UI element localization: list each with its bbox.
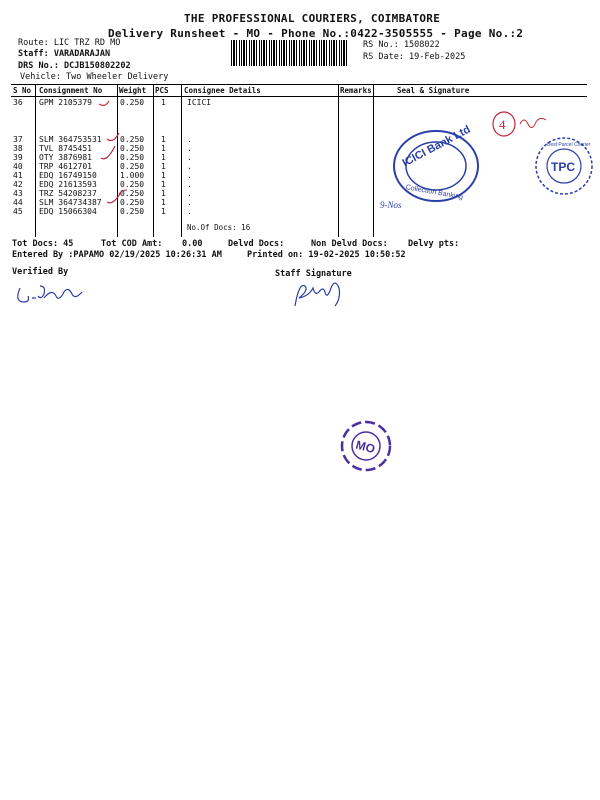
entered-by: Entered By :PAPAMO 02/19/2025 10:26:31 AM: [12, 250, 222, 260]
row-39-details: .: [187, 153, 192, 162]
total-cod-value: 0.00: [182, 239, 203, 249]
row-36-sno: 36: [13, 98, 23, 107]
row-41-details: .: [187, 171, 192, 180]
col-consignment: Consignment No: [39, 86, 103, 95]
row-36-cn: GPM 2105379: [39, 98, 92, 107]
row-38-pcs: 1: [161, 144, 166, 153]
row-45-cn: EDQ 15066304: [39, 207, 97, 216]
row-39-cn: OTY 3876981: [39, 153, 92, 162]
row-44-wt: 0.250: [120, 198, 145, 207]
row-39-sno: 39: [13, 153, 23, 162]
delivery-points: Delvy pts:: [408, 239, 460, 249]
row-42-sno: 42: [13, 180, 23, 189]
icici-stamp-text: ICICI Bank Ltd: [400, 123, 473, 170]
runsheet-subtitle: Delivery Runsheet - MO - Phone No.:0422-3505555 - Page No.:2: [108, 27, 524, 40]
icici-bank-stamp: [380, 122, 496, 212]
row-44-sno: 44: [13, 198, 23, 207]
row-44-pcs: 1: [161, 198, 166, 207]
company-title: THE PROFESSIONAL COURIERS, COIMBATORE: [184, 12, 441, 25]
row-44-cn: SLM 364734387: [39, 198, 102, 207]
row-38-cn: TVL 8745451: [39, 144, 92, 153]
row-38-details: .: [187, 144, 192, 153]
row-43-cn: TRZ 54208237: [39, 189, 97, 198]
row-40-pcs: 1: [161, 162, 166, 171]
row-37-cn: SLM 364753531: [39, 135, 102, 144]
row-40-wt: 0.250: [120, 162, 145, 171]
vehicle-label: Vehicle: Two Wheeler Delivery: [20, 72, 169, 82]
row-42-wt: 0.250: [120, 180, 145, 189]
col-sno: S No: [13, 86, 32, 95]
mo-stamp-text: MO: [354, 437, 377, 457]
row-38-wt: 0.250: [120, 144, 145, 153]
runsheet-table: [11, 84, 587, 237]
row-45-pcs: 1: [161, 207, 166, 216]
rs-date: RS Date: 19-Feb-2025: [363, 52, 466, 62]
icici-stamp-subtext: Collection Banking: [405, 184, 464, 202]
drs-label: DRS No.: DCJB150802202: [18, 61, 131, 71]
row-37-sno: 37: [13, 135, 23, 144]
row-45-wt: 0.250: [120, 207, 145, 216]
row-43-wt: 0.250: [120, 189, 145, 198]
row-36-pcs: 1: [161, 98, 166, 107]
col-seal: Seal & Signature: [397, 86, 470, 95]
row-37-pcs: 1: [161, 135, 166, 144]
handwritten-note: 9-Nos: [380, 200, 402, 210]
route-label: Route: LIC TRZ RD MO: [18, 38, 121, 48]
row-37-details: .: [187, 135, 192, 144]
rs-number: RS No.: 1508022: [363, 40, 440, 50]
row-43-sno: 43: [13, 189, 23, 198]
row-42-details: .: [187, 180, 192, 189]
row-37-wt: 0.250: [120, 135, 145, 144]
verified-signature: [14, 280, 94, 308]
row-43-details: .: [187, 189, 192, 198]
total-cod-label: Tot COD Amt:: [101, 239, 163, 249]
row-42-pcs: 1: [161, 180, 166, 189]
barcode: [231, 40, 349, 66]
row-39-wt: 0.250: [120, 153, 145, 162]
row-39-pcs: 1: [161, 153, 166, 162]
circled-count-text: 4: [499, 117, 506, 132]
row-41-sno: 41: [13, 171, 23, 180]
row-40-cn: TRP 4612701: [39, 162, 92, 171]
col-consignee: Consignee Details: [184, 86, 261, 95]
handwritten-tick-marks: [11, 84, 587, 237]
mo-stamp: [338, 418, 394, 474]
row-45-details: .: [187, 207, 192, 216]
row-40-details: .: [187, 162, 192, 171]
tpc-stamp-text: TPC: [551, 160, 575, 174]
row-43-pcs: 1: [161, 189, 166, 198]
delivered-docs: Delvd Docs:: [228, 239, 285, 249]
verified-by-label: Verified By: [12, 267, 69, 277]
row-41-wt: 1.000: [120, 171, 145, 180]
row-44-details: .: [187, 198, 192, 207]
row-41-pcs: 1: [161, 171, 166, 180]
tpc-stamp-ring-text: Best Parcel Courier: [547, 142, 591, 148]
col-remarks: Remarks: [340, 86, 372, 95]
row-38-sno: 38: [13, 144, 23, 153]
col-weight: Weight: [119, 86, 147, 95]
row-41-cn: EDQ 16749150: [39, 171, 97, 180]
row-45-sno: 45: [13, 207, 23, 216]
row-42-cn: EDQ 21613593: [39, 180, 97, 189]
staff-label: Staff: VARADARAJAN: [18, 49, 111, 59]
col-pcs: PCS: [155, 86, 169, 95]
no-of-docs: No.Of Docs: 16: [187, 223, 251, 232]
tpc-stamp: [532, 134, 596, 198]
staff-signature: [287, 278, 357, 314]
row-36-details: ICICI: [187, 98, 212, 107]
total-docs: Tot Docs: 45: [12, 239, 74, 249]
non-delivered-docs: Non Delvd Docs:: [311, 239, 388, 249]
row-36-wt: 0.250: [120, 98, 145, 107]
staff-signature-label: Staff Signature: [275, 269, 352, 279]
row-40-sno: 40: [13, 162, 23, 171]
printed-on: Printed on: 19-02-2025 10:50:52: [247, 250, 406, 260]
